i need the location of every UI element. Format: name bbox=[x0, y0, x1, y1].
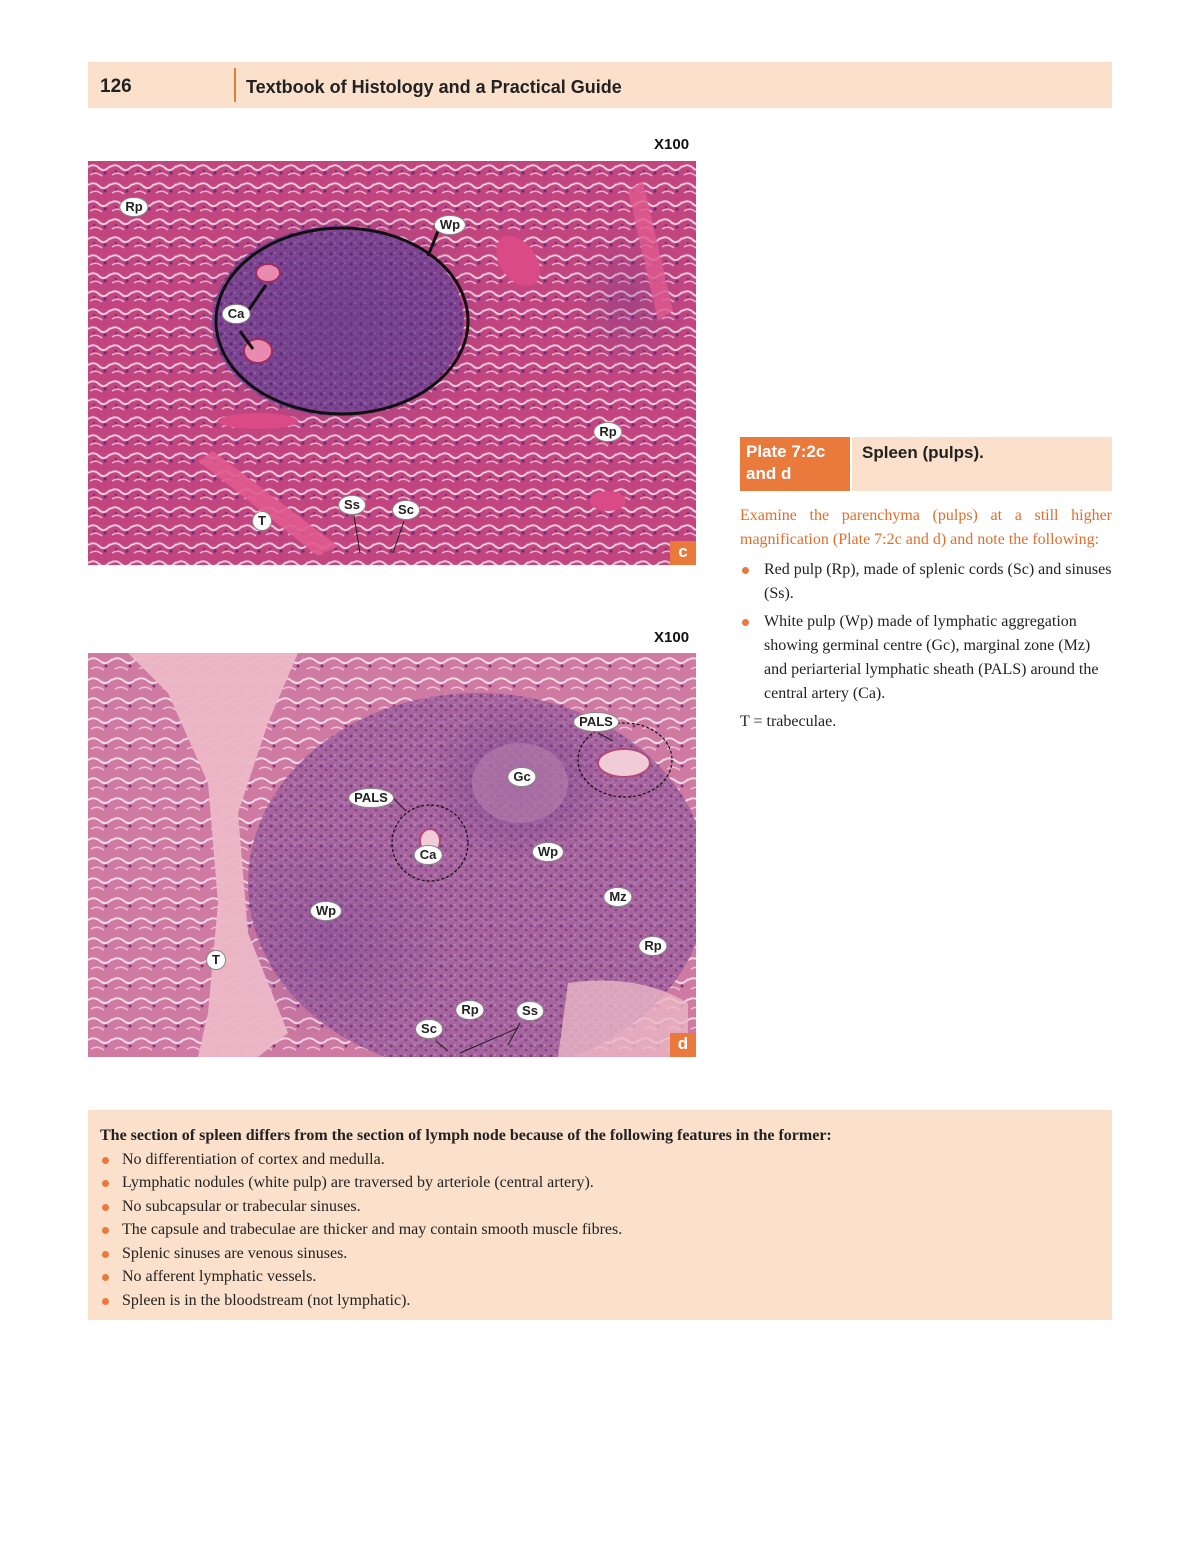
label-red-pulp: Rp bbox=[455, 1000, 484, 1020]
plate-description bbox=[740, 504, 1112, 734]
micrograph-c-image bbox=[88, 161, 696, 565]
label-white-pulp: Wp bbox=[310, 901, 342, 921]
magnification-c: X100 bbox=[654, 136, 690, 153]
plate-title: Spleen (pulps). bbox=[852, 437, 1112, 491]
comparison-heading: The section of spleen differs from the section of lymph node because of the following features in the former: bbox=[100, 1127, 832, 1144]
comparison-box bbox=[88, 1110, 1112, 1320]
list-item: No afferent lymphatic vessels. bbox=[100, 1265, 1100, 1289]
label-splenic-cords: Sc bbox=[392, 500, 420, 520]
list-item: Red pulp (Rp), made of splenic cords (Sc) and sinuses (Ss). bbox=[740, 558, 1112, 606]
label-pals: PALS bbox=[348, 788, 394, 808]
panel-letter-c: c bbox=[670, 541, 696, 565]
label-splenic-cords: Sc bbox=[415, 1019, 443, 1039]
page-number: 126 bbox=[100, 76, 132, 97]
description-list bbox=[740, 558, 1112, 706]
list-item: Spleen is in the bloodstream (not lymphatic). bbox=[100, 1289, 1100, 1313]
micrograph-d bbox=[88, 653, 696, 1057]
page-header bbox=[88, 62, 1112, 108]
list-item: Lymphatic nodules (white pulp) are traversed by arteriole (central artery). bbox=[100, 1171, 1100, 1195]
list-item: White pulp (Wp) made of lymphatic aggregation showing germinal centre (Gc), marginal zone (Mz) and periarterial lymphatic sheath (PALS) around the central artery (Ca). bbox=[740, 610, 1112, 706]
list-item: No subcapsular or trabecular sinuses. bbox=[100, 1195, 1100, 1219]
panel-letter-d: d bbox=[670, 1033, 696, 1057]
plate-number: Plate 7:2c and d bbox=[740, 437, 850, 491]
label-white-pulp: Wp bbox=[532, 842, 564, 862]
label-red-pulp: Rp bbox=[593, 422, 622, 442]
list-item: The capsule and trabeculae are thicker and may contain smooth muscle fibres. bbox=[100, 1218, 1100, 1242]
label-central-artery: Ca bbox=[414, 845, 443, 865]
list-item: Splenic sinuses are venous sinuses. bbox=[100, 1242, 1100, 1266]
list-item: No differentiation of cortex and medulla. bbox=[100, 1148, 1100, 1172]
label-trabeculae: T bbox=[252, 511, 272, 531]
label-red-pulp: Rp bbox=[638, 936, 667, 956]
label-germinal-centre: Gc bbox=[507, 767, 536, 787]
label-trabeculae: T bbox=[206, 950, 226, 970]
label-pals: PALS bbox=[573, 712, 619, 732]
label-white-pulp: Wp bbox=[434, 215, 466, 235]
label-central-artery: Ca bbox=[222, 304, 251, 324]
label-red-pulp: Rp bbox=[119, 197, 148, 217]
label-marginal-zone: Mz bbox=[603, 887, 632, 907]
label-sinuses: Ss bbox=[338, 495, 366, 515]
label-sinuses: Ss bbox=[516, 1001, 544, 1021]
description-note: T = trabeculae. bbox=[740, 713, 837, 730]
header-divider bbox=[234, 68, 236, 102]
description-intro: Examine the parenchyma (pulps) at a still higher magnification (Plate 7:2c and d) and note the following: bbox=[740, 507, 1112, 548]
magnification-d: X100 bbox=[654, 629, 690, 646]
comparison-list bbox=[100, 1148, 1100, 1313]
micrograph-c bbox=[88, 161, 696, 565]
book-title: Textbook of Histology and a Practical Guide bbox=[246, 77, 622, 97]
